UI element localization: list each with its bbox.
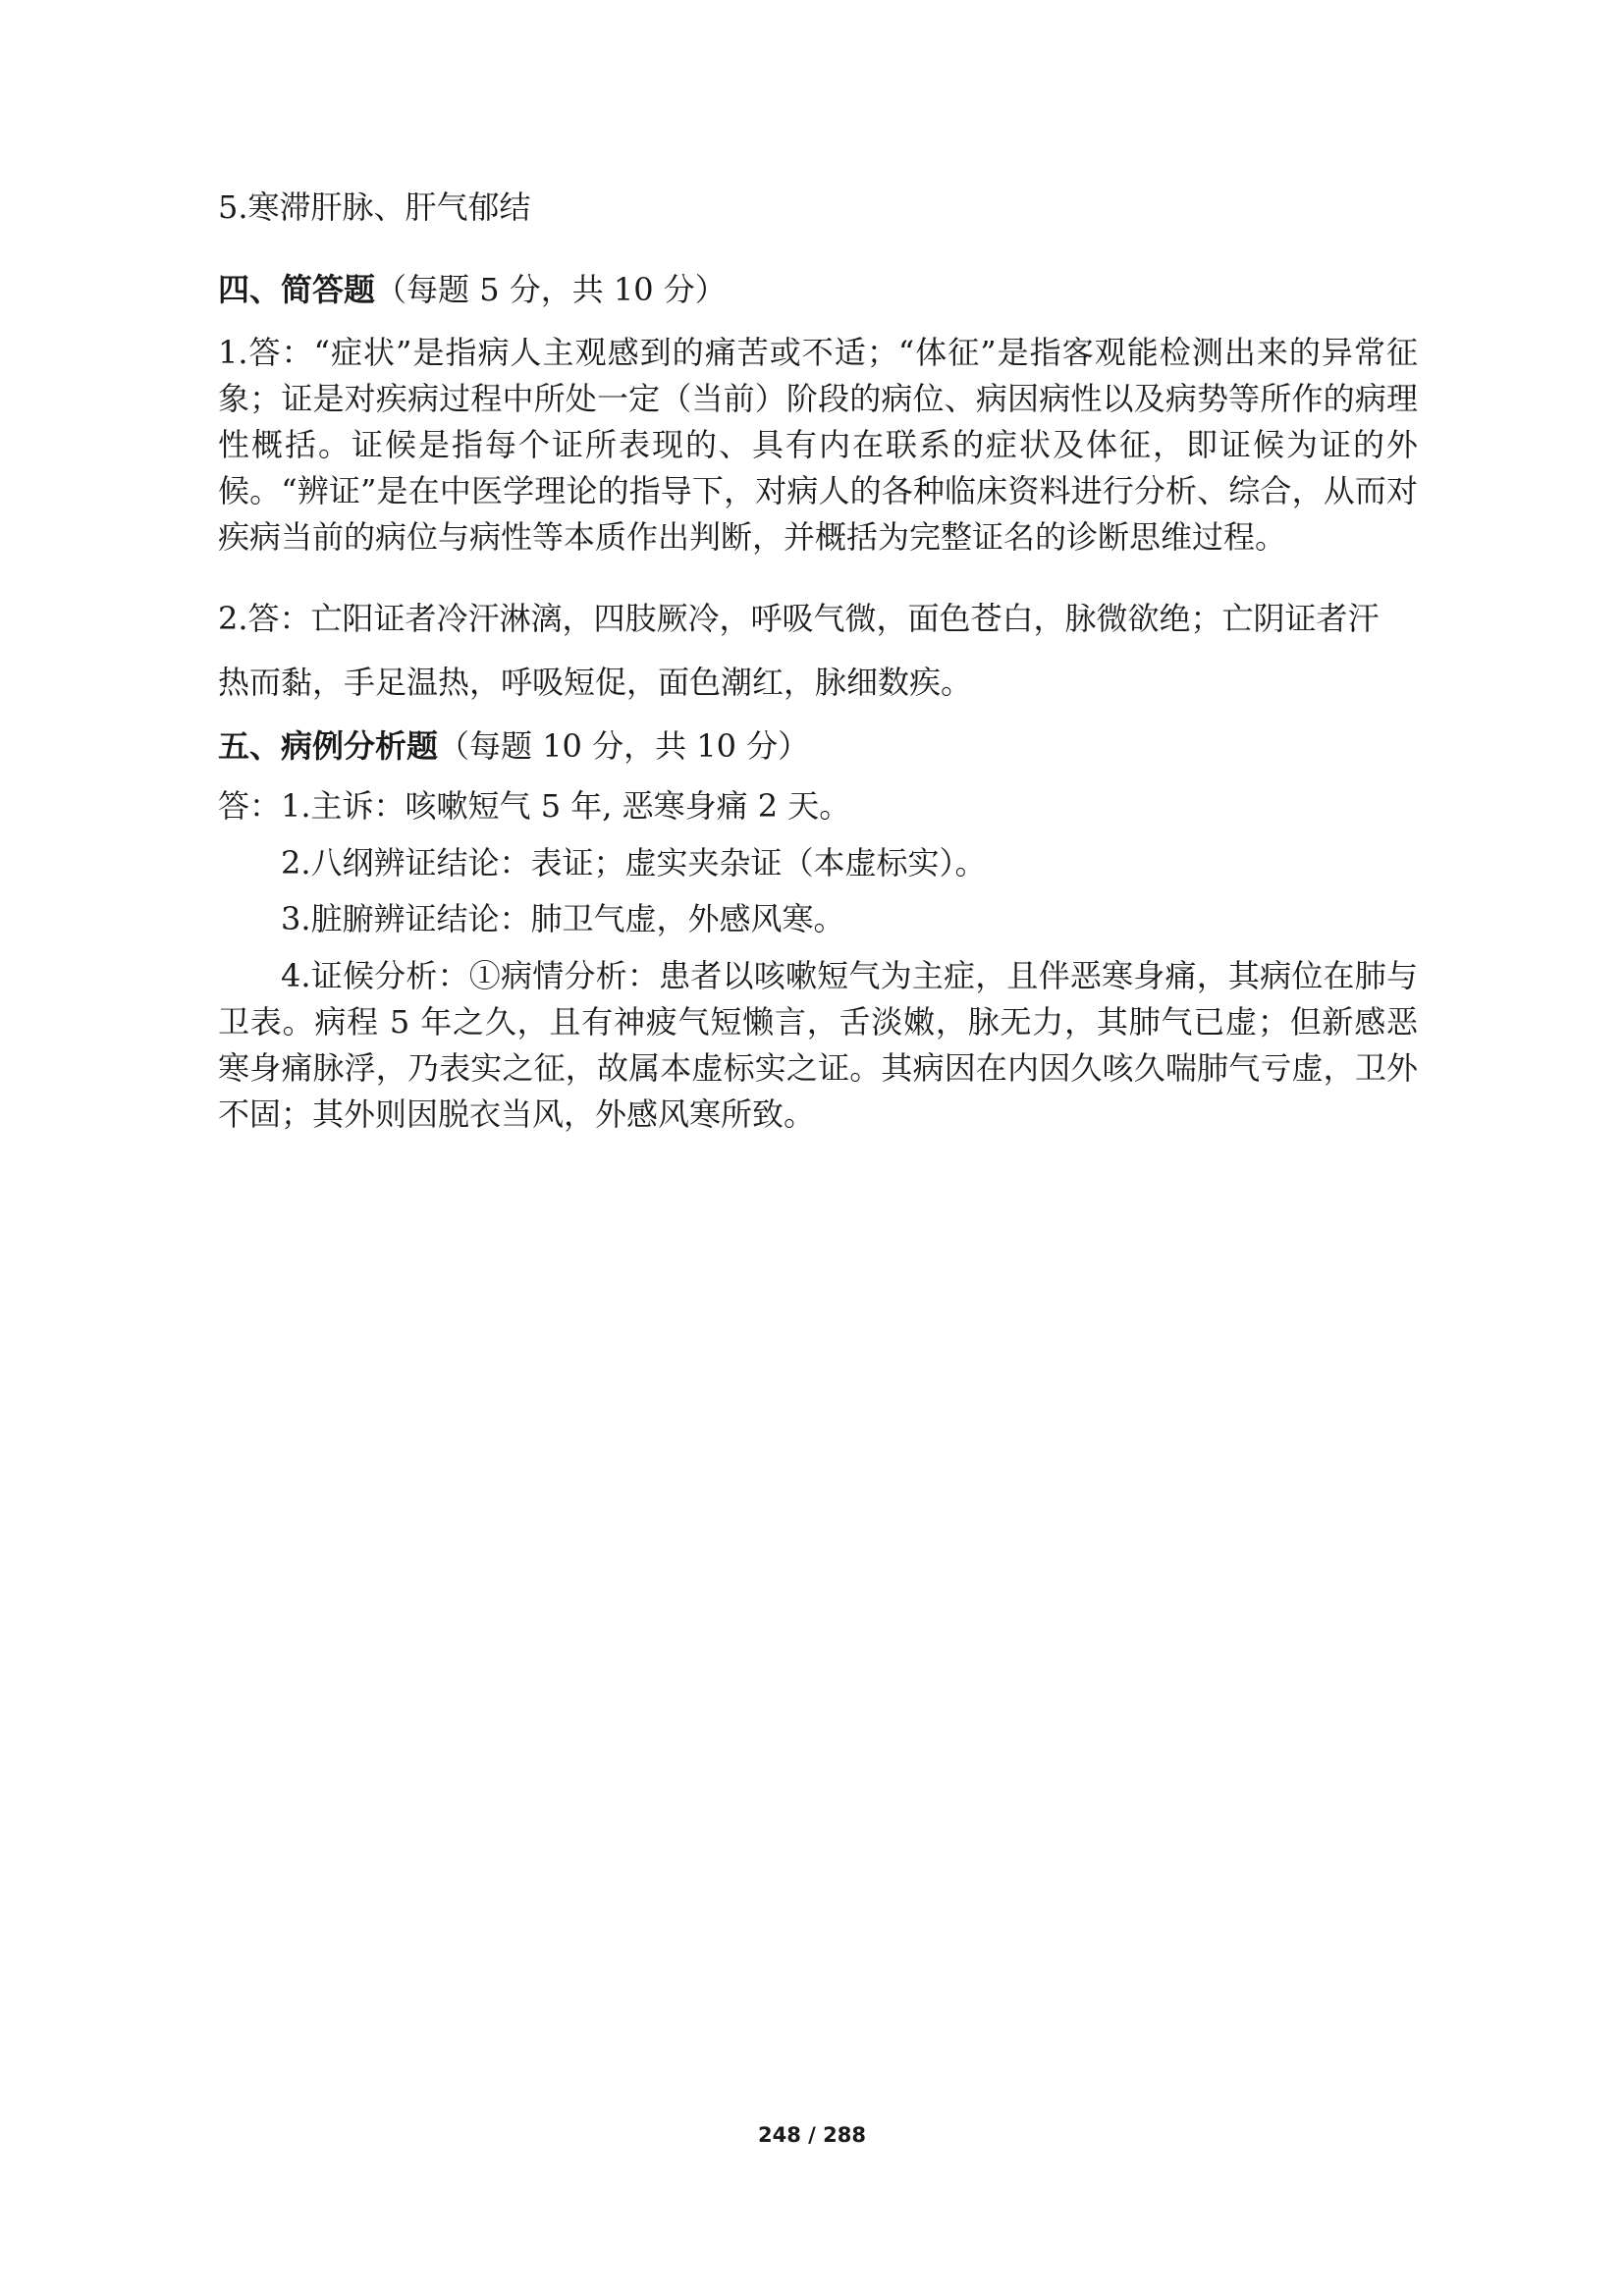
section-4-answer-1: 1.答：“症状”是指病人主观感到的痛苦或不适；“体征”是指客观能检测出来的异常征象；证是对疾病过程中所处一定（当前）阶段的病位、病因病性以及病势等所作的病理性概括。证候是指每个证所表现的、具有内在联系的症状及体征，即证候为证的外候。“辨证”是在中医学理论的指导下，对病人的各种临床资料进行分析、综合，从而对疾病当前的病位与病性等本质作出判断，并概括为完整证名的诊断思维过程。 xyxy=(218,334,1418,556)
section-5-answer-2: 2.八纲辨证结论：表证；虚实夹杂证（本虚标实）。 xyxy=(281,844,987,881)
section-4-heading xyxy=(218,267,1418,313)
section-5-heading xyxy=(218,723,1418,770)
section-5-answer-3: 3.脏腑辨证结论：肺卫气虚，外感风寒。 xyxy=(281,900,845,937)
section-4-answer-2-line-1: 2.答：亡阳证者冷汗淋漓，四肢厥冷，呼吸气微，面色苍白，脉微欲绝；亡阴证者汗 xyxy=(218,600,1380,637)
section-5-title: 五、病例分析题 xyxy=(218,727,439,765)
section-4-answer-2-line-2: 热而黏，手足温热，呼吸短促，面色潮红，脉细数疾。 xyxy=(218,664,973,701)
section-4-title: 四、简答题 xyxy=(218,271,376,308)
answer-item-5: 5.寒滞肝脉、肝气郁结 xyxy=(218,188,531,226)
section-5-answer-1: 答：1.主诉：咳嗽短气 5 年, 恶寒身痛 2 天。 xyxy=(218,787,851,825)
section-5-answer-4: 4.证候分析：①病情分析：患者以咳嗽短气为主症，且伴恶寒身痛，其病位在肺与卫表。病程 5 年之久，且有神疲气短懒言，舌淡嫩，脉无力，其肺气已虚；但新感恶寒身痛脉浮，乃表实之征，故属本虚标实之证。其病因在内因久咳久喘肺气亏虚，卫外不固；其外则因脱衣当风，外感风寒所致。 xyxy=(218,957,1418,1133)
page-number: 248 / 288 xyxy=(758,2123,866,2147)
section-4-score: （每题 5 分，共 10 分） xyxy=(375,271,727,308)
section-5-score: （每题 10 分，共 10 分） xyxy=(438,727,810,765)
